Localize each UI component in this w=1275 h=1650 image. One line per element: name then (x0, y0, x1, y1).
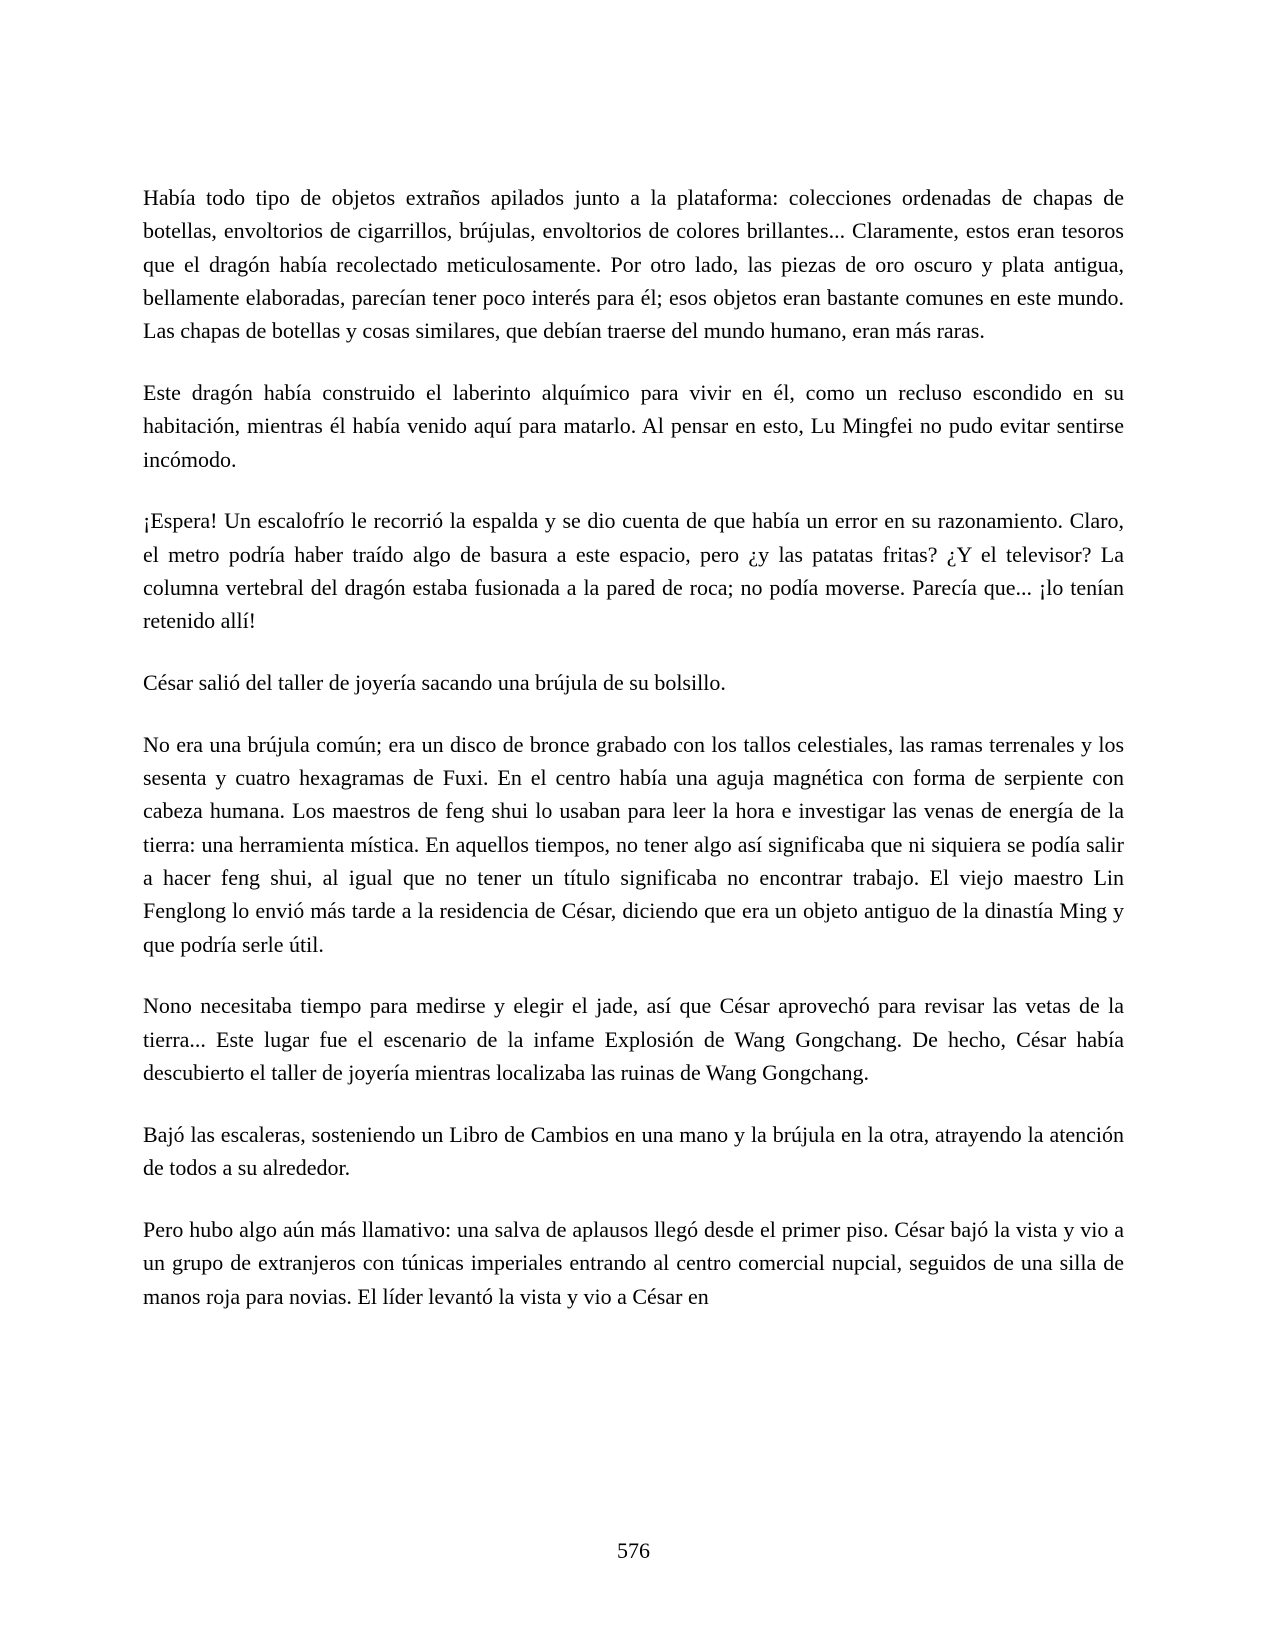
paragraph-5: No era una brújula común; era un disco de bronce grabado con los tallos celestiales, las ramas terrenales y los sesenta y cuatro hexagramas de Fuxi. En el centro había una aguja magnética con forma de serpiente con cabeza humana. Los maestros de feng shui lo usaban para leer la hora e investigar las venas de energía de la tierra: una herramienta mística. En aquellos tiempos, no tener algo así significaba que ni siquiera se podía salir a hacer feng shui, al igual que no tener un título significaba no encontrar trabajo. El viejo maestro Lin Fenglong lo envió más tarde a la residencia de César, diciendo que era un objeto antiguo de la dinastía Ming y que podría serle útil. (143, 731, 1124, 957)
paragraph-2: Este dragón había construido el laberinto alquímico para vivir en él, como un recluso escondido en su habitación, mientras él había venido aquí para matarlo. Al pensar en esto, Lu Mingfei no pudo evitar sentirse incómodo. (143, 379, 1124, 472)
page-number: 576 (617, 1538, 650, 1563)
paragraph-4: César salió del taller de joyería sacando una brújula de su bolsillo. (143, 670, 726, 696)
paragraph-6: Nono necesitaba tiempo para medirse y elegir el jade, así que César aprovechó para revisar las vetas de la tierra... Este lugar fue el escenario de la infame Explosión de Wang Gongchang. De hecho, César había descubierto el taller de joyería mientras localizaba las ruinas de Wang Gongchang. (143, 993, 1124, 1086)
paragraph-8: Pero hubo algo aún más llamativo: una salva de aplausos llegó desde el primer piso. César bajó la vista y vio a un grupo de extranjeros con túnicas imperiales entrando al centro comercial nupcial, seguidos de una silla de manos roja para novias. El líder levantó la vista y vio a César en (143, 1216, 1124, 1309)
page-body-text (143, 181, 1124, 1313)
paragraph-3: ¡Espera! Un escalofrío le recorrió la espalda y se dio cuenta de que había un error en su razonamiento. Claro, el metro podría haber traído algo de basura a este espacio, pero ¿y las patatas fritas? ¿Y el televisor? La columna vertebral del dragón estaba fusionada a la pared de roca; no podía moverse. Parecía que... ¡lo tenían retenido allí! (143, 508, 1124, 634)
paragraph-1: Había todo tipo de objetos extraños apilados junto a la plataforma: colecciones ordenadas de chapas de botellas, envoltorios de cigarrillos, brújulas, envoltorios de colores brillantes... Claramente, estos eran tesoros que el dragón había recolectado meticulosamente. Por otro lado, las piezas de oro oscuro y plata antigua, bellamente elaboradas, parecían tener poco interés para él; esos objetos eran bastante comunes en este mundo. Las chapas de botellas y cosas similares, que debían traerse del mundo humano, eran más raras. (143, 185, 1124, 344)
paragraph-7: Bajó las escaleras, sosteniendo un Libro de Cambios en una mano y la brújula en la otra, atrayendo la atención de todos a su alrededor. (143, 1121, 1124, 1181)
